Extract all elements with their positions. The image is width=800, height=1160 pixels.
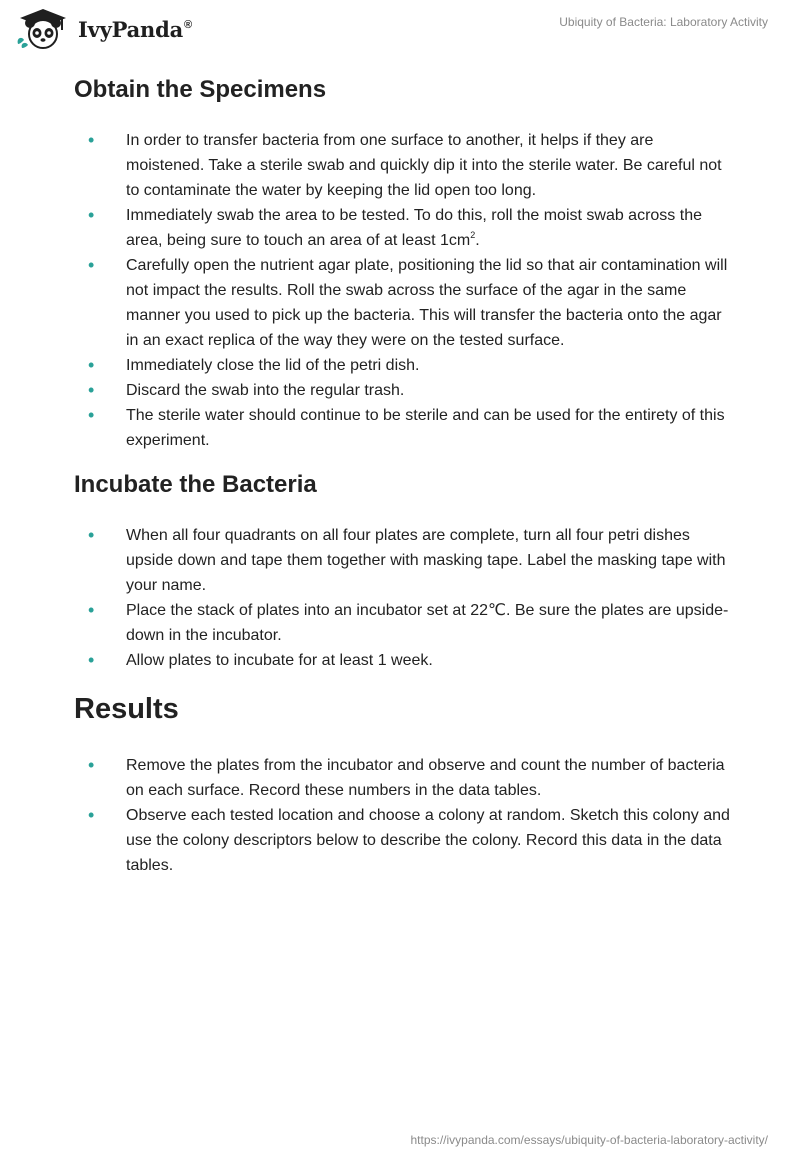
section-title-obtain-specimens: Obtain the Specimens (74, 76, 327, 103)
bullet-icon: • (88, 405, 95, 425)
main-content (74, 70, 734, 878)
bullet-icon: • (88, 130, 95, 150)
list-item: • Immediately swab the area to be tested. To do this, roll the moist swab across the area, being sure to touch an area of at least $1cm^2$. (88, 205, 702, 249)
list-item: • Carefully open the nutrient agar plate, positioning the lid so that air contamination will not impact the results. Roll the swab across the surface of the agar in the same manner you used to pick up the bacteria. This will transfer the bacteria onto the agar in an exact replica of the way they were on the tested surface. (88, 255, 728, 349)
bullet-icon: • (88, 755, 95, 775)
list-item: • Immediately close the lid of the petri dish. (74, 353, 734, 378)
list-item: • Discard the swab into the regular trash. (74, 378, 734, 403)
list-item: • Remove the plates from the incubator and observe and count the number of bacteria on each surface. Record these numbers in the data tables. (88, 755, 725, 799)
bullet-icon: • (88, 355, 95, 375)
bullet-icon: • (88, 525, 95, 545)
bullet-icon: • (88, 650, 95, 670)
registered-mark: ® (184, 18, 192, 31)
bullet-icon: • (88, 255, 95, 275)
section-title-incubate-bacteria: Incubate the Bacteria (74, 471, 317, 498)
superscript-two: 2 (470, 230, 476, 240)
bullet-icon: • (88, 805, 95, 825)
ivypanda-logo[interactable] (14, 8, 192, 50)
source-url-link[interactable]: https://ivypanda.com/essays/ubiquity-of-bacteria-laboratory-activity/ (410, 1133, 768, 1147)
brand-name: IvyPanda (78, 16, 184, 42)
list-item: • The sterile water should continue to be sterile and can be used for the entirety of this experiment. (88, 405, 725, 449)
bullet-icon: • (88, 205, 95, 225)
list-item: • In order to transfer bacteria from one surface to another, it helps if they are moistened. Take a sterile swab and quickly dip it into the sterile water. Be careful not to contaminate the water by keeping the lid open too long. (88, 130, 722, 199)
bullet-icon: • (88, 380, 95, 400)
results-list (74, 753, 734, 878)
document-title: Ubiquity of Bacteria: Laboratory Activity (559, 15, 768, 29)
list-item: • Observe each tested location and choose a colony at random. Sketch this colony and use the colony descriptors below to describe the colony. Record this data in the data tables. (88, 805, 730, 874)
panda-icon (14, 8, 72, 50)
section-title-results: Results (74, 693, 179, 725)
list-item: • Place the stack of plates into an incubator set at 22℃. Be sure the plates are upside-down in the incubator. (88, 600, 729, 644)
bullet-icon: • (88, 600, 95, 620)
list-item: • When all four quadrants on all four plates are complete, turn all four petri dishes upside down and tape them together with masking tape. Label the masking tape with your name. (88, 525, 726, 594)
page-header (0, 0, 800, 60)
incubate-list (74, 523, 734, 673)
specimens-list (74, 128, 734, 453)
list-item: • Allow plates to incubate for at least 1 week. (74, 648, 734, 673)
